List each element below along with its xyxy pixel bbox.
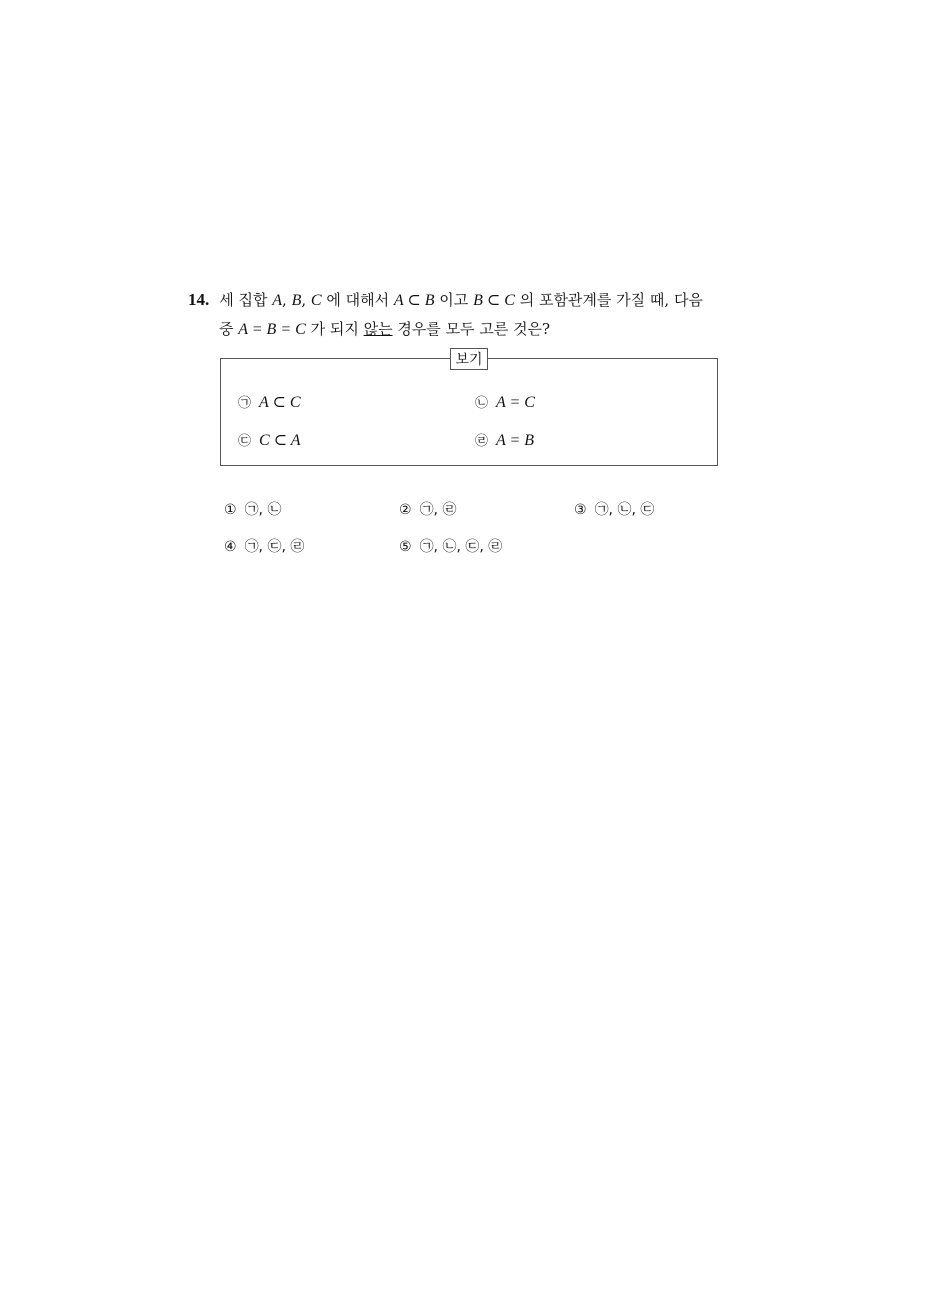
bogi-item: [238, 430, 301, 452]
question-text: ,: [282, 291, 292, 309]
bogi-item: [475, 392, 535, 414]
math-set-a: A: [272, 292, 283, 309]
question-number: 14.: [188, 290, 210, 309]
underlined-emphasis: 않는: [363, 320, 393, 338]
bogi-expression: A = B: [496, 432, 535, 449]
choice-number: ②: [399, 502, 412, 518]
answer-choice-3[interactable]: [574, 500, 654, 520]
bogi-mark: ㉡: [475, 396, 489, 411]
choice-number: ④: [224, 539, 237, 555]
bogi-expression: A = C: [496, 394, 535, 411]
math-set-c: C: [310, 292, 322, 309]
bogi-title: 보기: [450, 348, 488, 370]
choice-number: ③: [574, 502, 587, 518]
question-block: [188, 286, 748, 344]
question-text: 의 포함관계를 가질 때, 다음: [514, 291, 703, 309]
answer-choice-5[interactable]: [399, 537, 502, 557]
answer-choice-2[interactable]: [399, 500, 456, 520]
math-a-subset-b: A ⊂ B: [393, 292, 435, 309]
math-b-subset-c: B ⊂ C: [473, 292, 515, 309]
math-a-eq-b-eq-c: A = B = C: [238, 321, 306, 338]
choice-number: ⑤: [399, 539, 412, 555]
question-text: 이고: [434, 291, 474, 309]
question-text: 가 되지: [305, 320, 364, 338]
choice-text: ㉠, ㉡, ㉢, ㉣: [419, 539, 503, 555]
choice-text: ㉠, ㉡, ㉢: [594, 502, 655, 518]
question-line-1: [188, 286, 748, 315]
choice-text: ㉠, ㉣: [419, 502, 457, 518]
bogi-mark: ㉠: [238, 396, 252, 411]
choice-text: ㉠, ㉢, ㉣: [244, 539, 305, 555]
bogi-box: [220, 352, 718, 466]
bogi-item: [475, 430, 534, 452]
choice-text: ㉠, ㉡: [244, 502, 282, 518]
answer-choice-1[interactable]: [224, 500, 281, 520]
question-text: 경우를 모두 고른 것은?: [392, 320, 551, 338]
bogi-mark: ㉢: [238, 434, 252, 449]
question-text: 세 집합: [219, 291, 273, 309]
answer-choice-4[interactable]: [224, 537, 304, 557]
bogi-mark: ㉣: [475, 434, 489, 449]
math-set-b: B: [291, 292, 302, 309]
question-text: 중: [219, 320, 239, 338]
question-line-2: [188, 315, 748, 344]
bogi-item: [238, 392, 301, 414]
question-text: ,: [301, 291, 311, 309]
choice-number: ①: [224, 502, 237, 518]
question-text: 에 대해서: [321, 291, 394, 309]
bogi-expression: A ⊂ C: [259, 394, 301, 411]
bogi-expression: C ⊂ A: [259, 432, 301, 449]
